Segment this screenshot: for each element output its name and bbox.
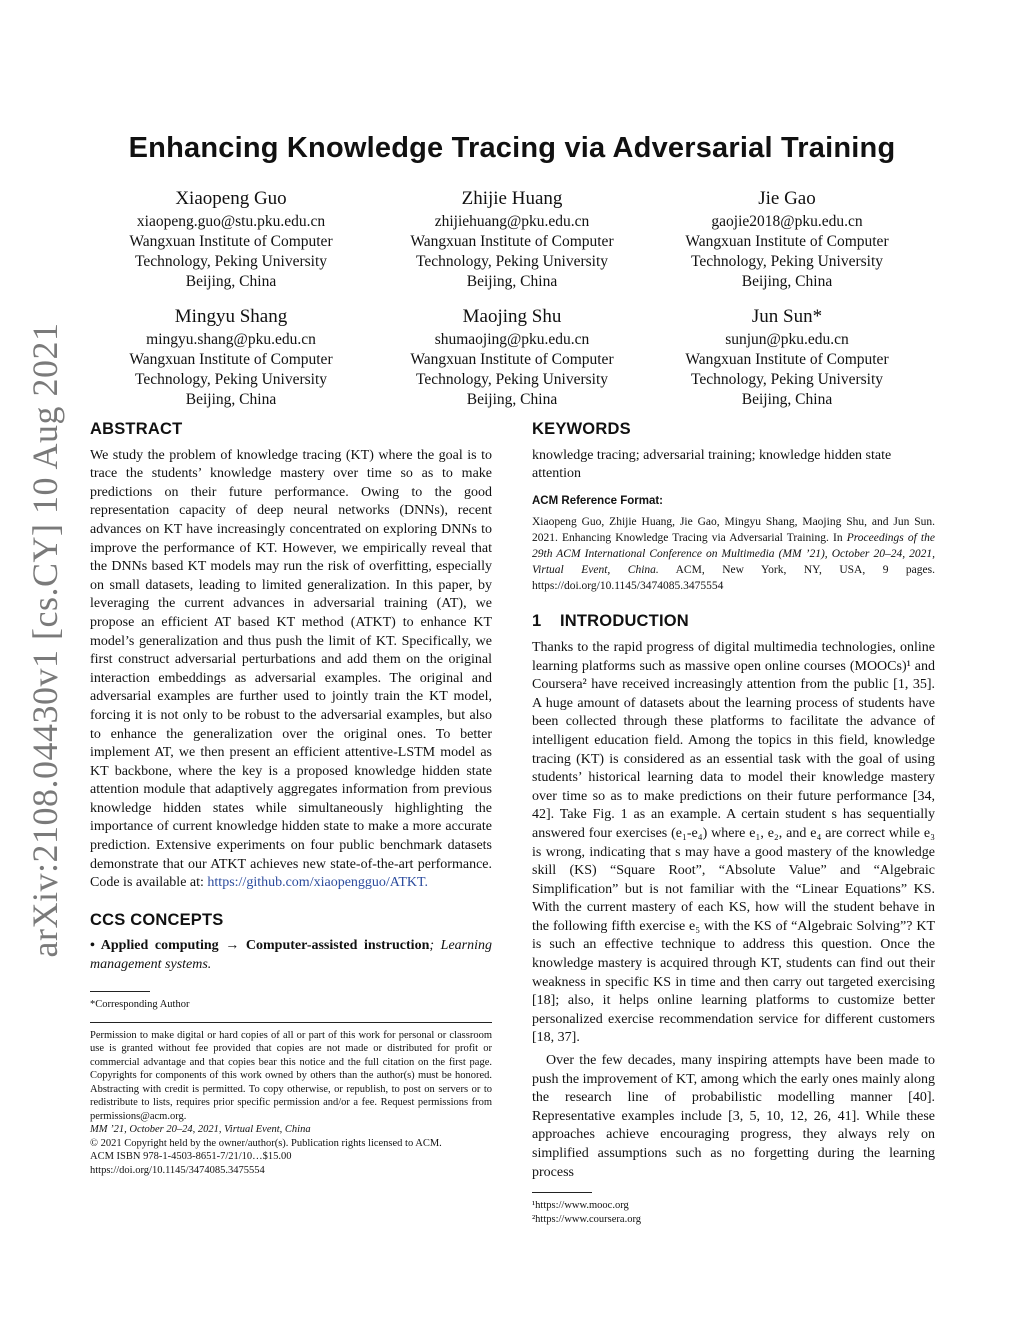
acm-reference-authors: Xiaopeng Guo, Zhijie Huang, Jie Gao, Mingyu Shang, Maojing Shu, and Jun Sun. 2021. Enhancing Knowledge Tracing via Adversarial Training. In xyxy=(532,516,935,545)
author-location: Beijing, China xyxy=(185,273,277,290)
author-affiliation: Technology, Peking University xyxy=(134,253,328,270)
author-email: gaojie2018@pku.edu.cn xyxy=(711,213,863,230)
author-affiliation: Technology, Peking University xyxy=(415,253,609,270)
author-name: Jie Gao xyxy=(758,188,816,209)
author-block xyxy=(637,186,937,292)
author-block xyxy=(362,304,662,410)
author-affiliation: Wangxuan Institute of Computer xyxy=(685,351,889,368)
author-affiliation: Wangxuan Institute of Computer xyxy=(410,233,614,250)
author-name: Mingyu Shang xyxy=(174,306,288,327)
footnote-coursera[interactable]: ²https://www.coursera.org xyxy=(532,1214,642,1226)
abstract-text xyxy=(90,447,492,893)
intro-paragraph-2: Over the few decades, many inspiring attempts have been made to push the improvement of KT, among which the early ones mainly along the research line of probabilistic modelling manner [40]. Representative examples include [3, 5, 10, 12, 26, 41]. While these approaches achieve encouraging progress, they always rely on simplified assumptions such as no forgetting during the learning process xyxy=(532,1053,935,1180)
keywords-heading: KEYWORDS xyxy=(532,420,631,438)
author-email: shumaojing@pku.edu.cn xyxy=(434,331,590,348)
author-affiliation: Technology, Peking University xyxy=(690,253,884,270)
ccs-rest: ; Learning management systems. xyxy=(90,938,492,973)
venue-line xyxy=(90,1123,492,1137)
section-title: INTRODUCTION xyxy=(560,612,689,631)
paper-title: Enhancing Knowledge Tracing via Adversarial Training xyxy=(128,132,896,164)
footnote-mooc[interactable]: ¹https://www.mooc.org xyxy=(532,1200,629,1212)
permission-notice: Permission to make digital or hard copies of all or part of this work for personal or classroom use is granted without fee provided that copies are not made or distributed for profit or commercial advantage and that copies bear this notice and the full citation on the first page. Copyrights for components of this work owned by others than the author(s) must be honored. Abstracting with credit is permitted. To copy otherwise, or republish, to post on servers or to redistribute to lists, requires prior specific permission and/or a fee. Request permissions from permissions@acm.org. xyxy=(90,1029,492,1122)
ccs-heading: CCS CONCEPTS xyxy=(90,910,224,929)
section-number: 1 xyxy=(532,612,542,631)
corresponding-author-note: *Corresponding Author xyxy=(90,998,190,1010)
acm-reference xyxy=(532,514,935,594)
left-column xyxy=(90,420,492,1177)
author-name: Xiaopeng Guo xyxy=(175,188,287,209)
author-location: Beijing, China xyxy=(741,391,833,408)
keywords-text: knowledge tracing; adversarial training; knowledge hidden state attention xyxy=(532,447,892,482)
author-affiliation: Wangxuan Institute of Computer xyxy=(410,351,614,368)
permission-rule xyxy=(90,1022,492,1023)
author-location: Beijing, China xyxy=(741,273,833,290)
author-affiliation: Technology, Peking University xyxy=(134,371,328,388)
author-email: sunjun@pku.edu.cn xyxy=(725,331,849,348)
abstract-heading: ABSTRACT xyxy=(90,420,183,438)
isbn-line: ACM ISBN 978-1-4503-8651-7/21/10…$15.00 xyxy=(90,1151,292,1163)
author-block xyxy=(81,186,381,292)
author-affiliation: Technology, Peking University xyxy=(690,371,884,388)
author-affiliation: Wangxuan Institute of Computer xyxy=(129,233,333,250)
code-link[interactable]: https://github.com/xiaopengguo/ATKT. xyxy=(207,875,429,891)
author-block xyxy=(362,186,662,292)
ccs-bullet: • Applied computing → Computer-assisted instruction xyxy=(90,938,430,954)
author-name: Jun Sun* xyxy=(751,306,823,327)
footnote-rule xyxy=(532,1192,592,1193)
author-location: Beijing, China xyxy=(466,273,558,290)
author-name: Maojing Shu xyxy=(462,306,562,327)
acm-reference-proceedings: Proceedings of the 29th ACM International Conference on Multimedia (MM ’21), October 20–24, 2021, Virtual Event, China. xyxy=(532,532,935,577)
author-block xyxy=(637,304,937,410)
author-email: mingyu.shang@pku.edu.cn xyxy=(146,331,316,348)
venue-text: MM ’21, October 20–24, 2021, Virtual Event, China xyxy=(90,1124,311,1136)
doi-line[interactable]: https://doi.org/10.1145/3474085.3475554 xyxy=(90,1164,265,1176)
footnote-rule xyxy=(90,991,150,992)
author-affiliation: Technology, Peking University xyxy=(415,371,609,388)
author-affiliation: Wangxuan Institute of Computer xyxy=(129,351,333,368)
abstract-body: We study the problem of knowledge tracing (KT) where the goal is to trace the students’ knowledge mastery over time so as to make predictions on their future performance. Owing to the good representation capacity of deep neural networks (DNNs), recent advances on KT have increasingly concentrated on exploring DNNs to improve the performance of KT. However, we empirically reveal that the DNNs based KT models may run the risk of overfitting, especially on small datasets, leading to limited generalization. In this paper, by leveraging the current advances in adversarial training (AT), we propose an efficient AT based KT method (ATKT) to enhance KT model’s generalization and thus push the limit of KT. Specifically, we first construct adversarial perturbations and add them on the original interaction embeddings as adversarial examples. The original and adversarial examples are further used to jointly train the KT model, forcing it is not only to be robust to the adversarial examples, but also to enhance the generalization over the original ones. To better implement AT, we then present an efficient attentive-LSTM model as KT backbone, where the key is a proposed knowledge hidden state attention module that adaptively aggregates information from previous knowledge hidden states while simultaneously highlighting the importance of current knowledge hidden state to make a more accurate prediction. Extensive experiments on four public benchmark datasets demonstrate that our ATKT achieves new state-of-the-art performance. Code is available at: xyxy=(90,447,492,891)
intro-paragraph-1: Thanks to the rapid progress of digital multimedia technologies, online learning platforms such as massive open online courses (MOOCs)¹ and Coursera² have received increasingly attention from the public [1, 35]. A huge amount of datasets about the learning process of students have been collected through these platforms to facilitate the advance of intelligent education field. Among the topics in this field, knowledge tracing (KT) is considered as an essential task with the goal of using students’ historical learning data to model their knowledge mastery over time so as to make predictions on their future performance [34, 42]. Take Fig. 1 as an example. A certain student s has sequentially answered four exercises (e₁-e₄) where e₁, e₂, and e₄ are correct while e₃ is wrong, indicating that s may have a good mastery of the knowledge skill (KS) “Square Root”, “Absolute Value” and “Algebraic Simplification” but is not familiar with the “Linear Equations” KS. With the current mastery of each KS, how will the student behave in the following fifth exercise e₅ with the KS of “Algebraic Solving”? KT is such an effective technique to address this question. Once the knowledge mastery is acquired through KT, students can find out their weakness in specific KS in time and then carry out targeted exercising [18]; also, it helps online learning platforms to customize better personalized exercise recommendation service for different customers [18, 37]. xyxy=(532,639,935,1046)
arxiv-sidebar xyxy=(0,322,90,958)
acm-reference-heading: ACM Reference Format: xyxy=(532,494,663,507)
author-email: zhijiehuang@pku.edu.cn xyxy=(434,213,590,230)
right-column xyxy=(532,420,935,1227)
arxiv-identifier: arXiv:2108.04430v1 [cs.CY] 10 Aug 2021 xyxy=(25,322,65,958)
author-block xyxy=(81,304,381,410)
introduction-heading xyxy=(532,612,935,631)
author-email: xiaopeng.guo@stu.pku.edu.cn xyxy=(136,213,326,230)
author-affiliation: Wangxuan Institute of Computer xyxy=(685,233,889,250)
copyright-line: © 2021 Copyright held by the owner/author(s). Publication rights licensed to ACM. xyxy=(90,1137,442,1149)
ccs-concepts xyxy=(90,937,492,974)
author-location: Beijing, China xyxy=(466,391,558,408)
author-location: Beijing, China xyxy=(185,391,277,408)
acm-reference-publisher: ACM, New York, NY, USA, 9 pages. https://doi.org/10.1145/3474085.3475554 xyxy=(532,564,935,593)
author-name: Zhijie Huang xyxy=(461,188,563,209)
